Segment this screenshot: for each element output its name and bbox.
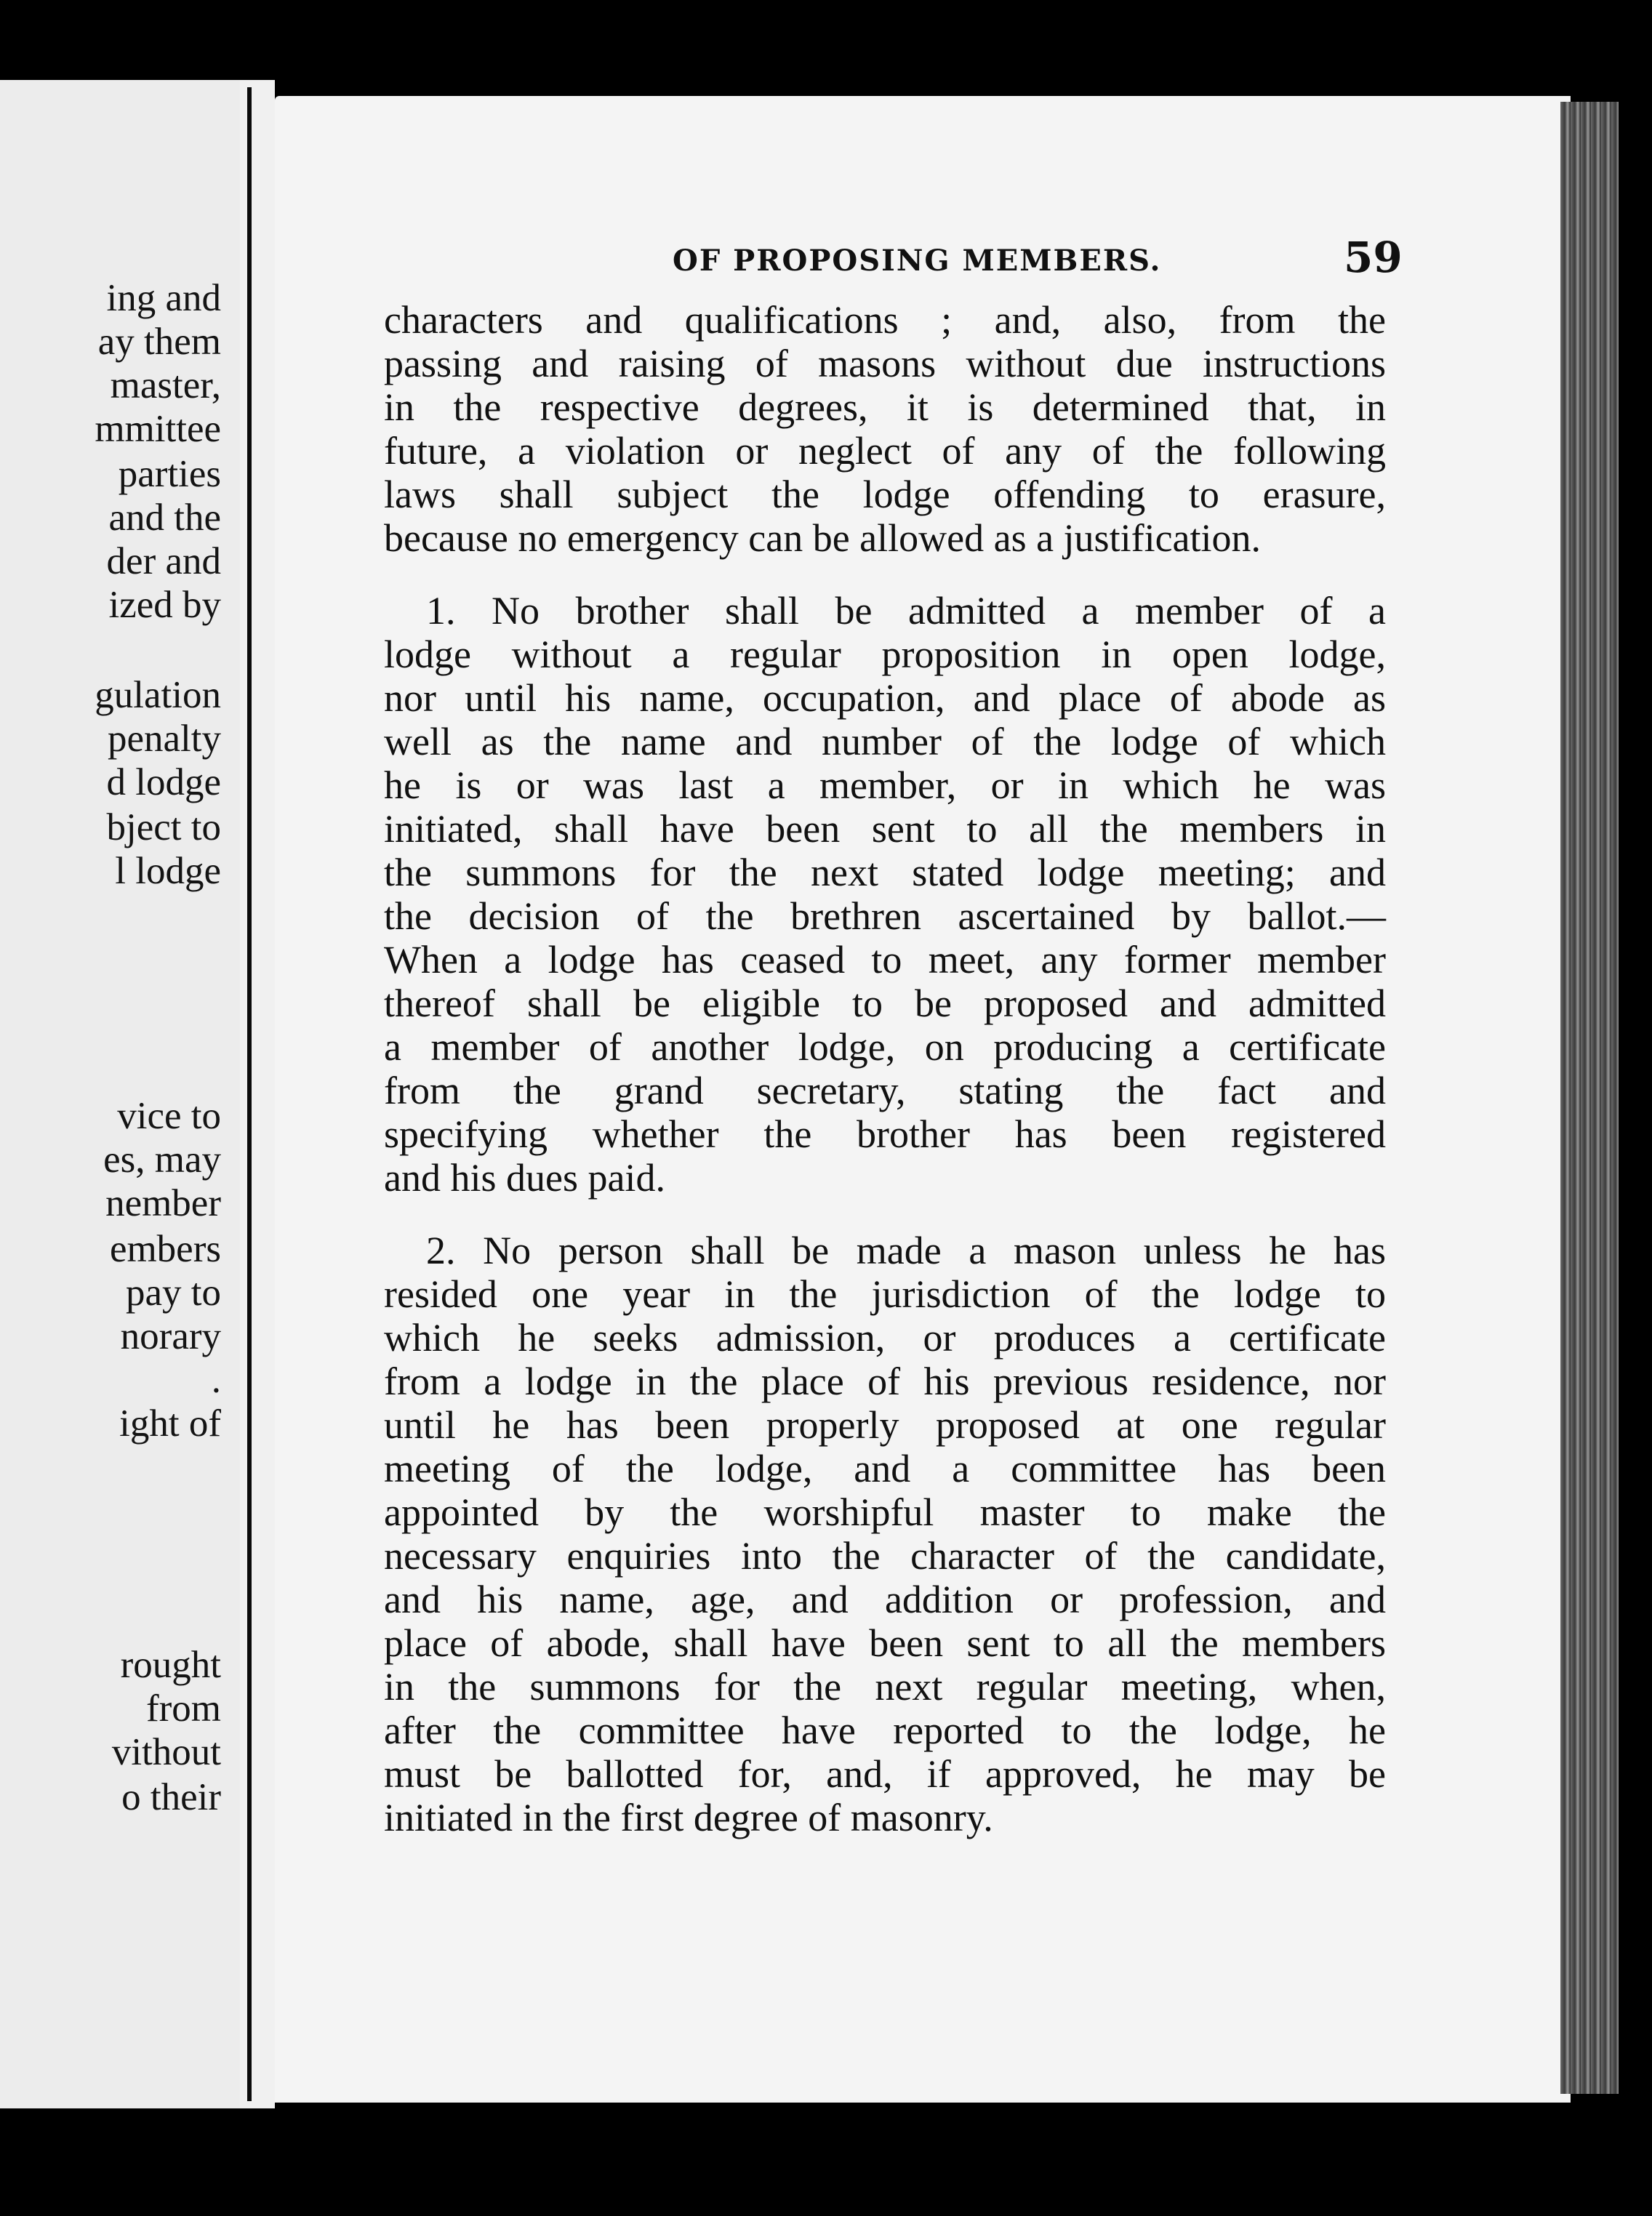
left-page-line: penalty (108, 718, 221, 760)
body-line: lodge without a regular proposition in open lodge, (384, 633, 1386, 676)
left-page-line: and the (108, 497, 221, 539)
body-line: in the respective degrees, it is determined that, in (384, 385, 1386, 429)
body-line: characters and qualifications ; and, also, from the (384, 298, 1386, 342)
body-line: initiated, shall have been sent to all the members in (384, 807, 1386, 851)
body-line: laws shall subject the lodge offending to erasure, (384, 473, 1386, 516)
body-line: nor until his name, occupation, and place of abode as (384, 676, 1386, 720)
body-line: place of abode, shall have been sent to all the members (384, 1621, 1386, 1665)
body-line: from the grand secretary, stating the fact and (384, 1069, 1386, 1112)
body-line: in the summons for the next regular meeting, when, (384, 1665, 1386, 1709)
body-line: until he has been properly proposed at one regular (384, 1403, 1386, 1447)
left-page-line: vithout (111, 1731, 221, 1773)
body-line: necessary enquiries into the character of the candidate, (384, 1534, 1386, 1578)
left-page-line: o their (121, 1776, 221, 1818)
body-line: initiated in the first degree of masonry. (384, 1796, 993, 1839)
left-page-fragment (0, 80, 240, 2108)
left-page-line: norary (120, 1315, 221, 1357)
left-page-line: l lodge (115, 850, 221, 892)
body-line: a member of another lodge, on producing a certificate (384, 1025, 1386, 1069)
left-page-line: es, may (103, 1139, 221, 1181)
left-page-line: vice to (117, 1095, 221, 1137)
left-page-line: ized by (108, 584, 221, 626)
body-line: When a lodge has ceased to meet, any former member (384, 938, 1386, 981)
body-line: after the committee have reported to the lodge, he (384, 1709, 1386, 1752)
body-line: from a lodge in the place of his previous residence, nor (384, 1360, 1386, 1403)
body-line: the decision of the brethren ascertained by ballot.— (384, 894, 1386, 938)
left-page-line: gulation (95, 674, 221, 716)
left-page-line: nember (105, 1182, 221, 1224)
body-line: and his dues paid. (384, 1156, 665, 1200)
body-line: 1. No brother shall be admitted a member of a (426, 589, 1386, 633)
body-line: and his name, age, and addition or profession, and (384, 1578, 1386, 1621)
body-line: resided one year in the jurisdiction of the lodge to (384, 1272, 1386, 1316)
left-page-line: embers (109, 1228, 221, 1270)
body-line: appointed by the worshipful master to make the (384, 1490, 1386, 1534)
body-line: future, a violation or neglect of any of the following (384, 429, 1386, 473)
body-line: specifying whether the brother has been registered (384, 1112, 1386, 1156)
left-page-line: der and (106, 540, 221, 582)
left-page-line: master, (110, 364, 221, 406)
page-edges (1560, 102, 1619, 2094)
body-line: must be ballotted for, and, if approved, he may be (384, 1752, 1386, 1796)
body-line: he is or was last a member, or in which he was (384, 763, 1386, 807)
running-head: OF PROPOSING MEMBERS. (673, 244, 1162, 278)
body-line: because no emergency can be allowed as a justification. (384, 516, 1262, 560)
left-page-line: pay to (126, 1272, 221, 1314)
body-line: thereof shall be eligible to be proposed and admitted (384, 981, 1386, 1025)
left-page-line: mmittee (95, 408, 221, 450)
left-page-line: bject to (106, 806, 221, 848)
left-page-line: parties (118, 453, 221, 495)
left-page-line: rought (120, 1644, 221, 1686)
left-page-line: ay them (97, 321, 221, 363)
left-page-line: . (211, 1359, 221, 1401)
body-line: meeting of the lodge, and a committee has been (384, 1447, 1386, 1490)
book-gutter (240, 80, 275, 2108)
body-line: the summons for the next stated lodge meeting; and (384, 851, 1386, 894)
left-page-line: ing and (106, 277, 221, 319)
gutter-shadow-line (247, 87, 252, 2101)
body-line: 2. No person shall be made a mason unless he has (426, 1229, 1386, 1272)
body-line: well as the name and number of the lodge of which (384, 720, 1386, 763)
body-line: passing and raising of masons without due instructions (384, 342, 1386, 385)
page-number: 59 (1344, 233, 1403, 282)
left-page-line: d lodge (106, 761, 221, 803)
left-page-line: ight of (119, 1402, 221, 1445)
left-page-line: from (145, 1687, 221, 1730)
body-line: which he seeks admission, or produces a certificate (384, 1316, 1386, 1360)
